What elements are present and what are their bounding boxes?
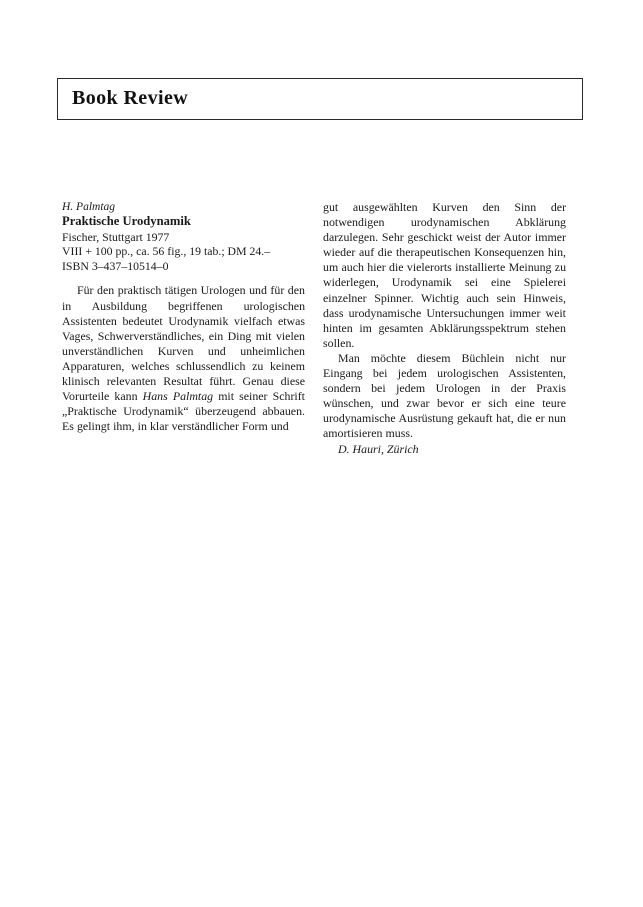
review-paragraph-1: Für den praktisch tätigen Urologen und für den in Ausbildung begriffenen urologischen Assistenten bedeutet Urodynamik vielfach etwas Vages, Schwerverständliches, ein Ding mit vielen unverständlichen Kurven und unheimlichen Apparaturen, welches schlussendlich zu keinem klinisch relevanten Resultat führt. Genau diese Vorurteile kann Hans Palmtag mit seiner Schrift „Praktische Urodynamik“ überzeugend abbauen. Es gelingt ihm, in klar verständlicher Form und [62,283,306,434]
right-column [323,200,566,457]
book-isbn: ISBN 3–437–10514–0 [62,258,169,273]
reviewer-signature: D. Hauri, Zürich [338,441,419,456]
page-title: Book Review [72,87,189,110]
review-paragraph-1-continued: gut ausgewählten Kurven den Sinn der notwendigen urodynamischen Abklärung darzulegen. Sehr geschickt weist der Autor immer wieder auf die therapeutischen Konsequenzen hin, um auch hier die vielerorts installierte Meinung zu widerlegen, Urodynamik sei eine Spielerei einzelner Spinner. Wichtig auch sein Hinweis, dass urodynamische Untersuchungen immer weit hinten im gesamten Abklärungsspektrum stehen sollen. [323,200,567,350]
book-review-header-box [57,78,583,120]
book-collation: VIII + 100 pp., ca. 56 fig., 19 tab.; DM 24.– [62,244,271,259]
bibliography-block [62,200,305,273]
left-column [62,200,305,434]
book-author: H. Palmtag [62,201,116,213]
review-paragraph-2: Man möchte diesem Büchlein nicht nur Eingang bei jedem urologischen Assistenten, sondern bei jedem Urologen in der Praxis wünschen, und zwar bevor er sich eine teure urodynamische Ausrüstung gekauft hat, die er nun amortisieren muss. [323,350,566,441]
book-publisher: Fischer, Stuttgart 1977 [62,229,170,244]
book-title: Praktische Urodynamik [62,214,191,229]
two-column-body [62,200,582,457]
